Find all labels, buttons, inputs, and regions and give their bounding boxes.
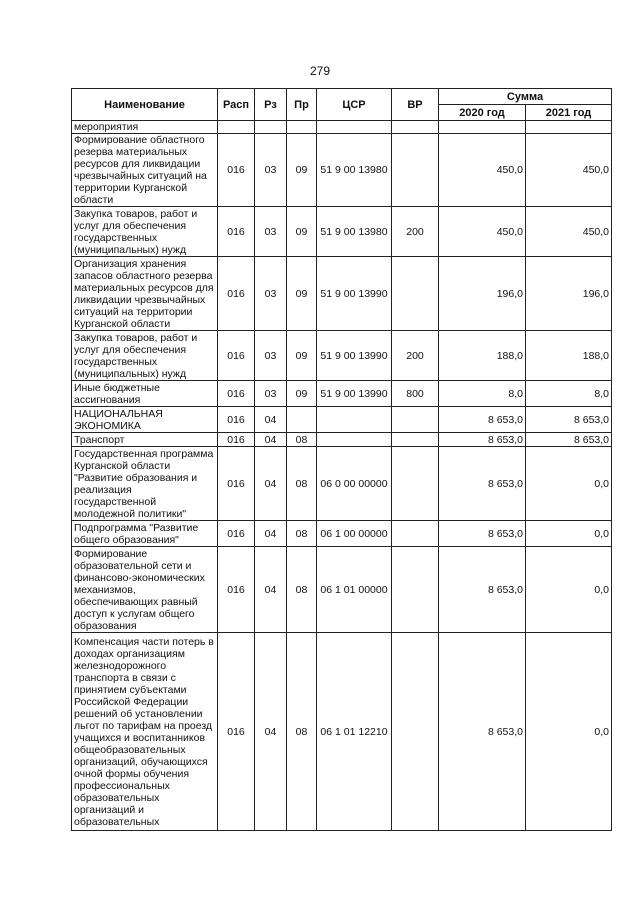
row-rasp: 016 <box>218 633 255 831</box>
continuation-label: мероприятия <box>72 121 218 134</box>
row-amount-2020: 8 653,0 <box>439 633 526 831</box>
row-name: Закупка товаров, работ и услуг для обеспечения государственных (муниципальных) нужд <box>72 207 218 257</box>
row-name: Подпрограмма "Развитие общего образования" <box>72 521 218 547</box>
row-amount-2021: 450,0 <box>526 134 612 207</box>
budget-table <box>71 88 612 831</box>
row-amount-2021: 8 653,0 <box>526 407 612 433</box>
row-rasp: 016 <box>218 331 255 381</box>
row-name: НАЦИОНАЛЬНАЯ ЭКОНОМИКА <box>72 407 218 433</box>
row-name: Транспорт <box>72 433 218 447</box>
row-amount-2020: 8 653,0 <box>439 547 526 633</box>
row-pr: 09 <box>287 381 317 407</box>
row-amount-2021: 0,0 <box>526 447 612 521</box>
row-amount-2020: 188,0 <box>439 331 526 381</box>
row-vr <box>392 433 439 447</box>
row-rasp: 016 <box>218 547 255 633</box>
row-vr: 200 <box>392 207 439 257</box>
row-name: Компенсация части потерь в доходах организациям железнодорожного транспорта в связи с принятием субъектами Российской Федерации решений об установлении льгот по тарифам на проезд учащихся и воспитанников общеобразовательных организаций, обучающихся очной формы обучения профессиональных образовательных организаций и образовательных <box>72 633 218 831</box>
row-rz: 04 <box>255 447 287 521</box>
header-name: Наименование <box>72 89 218 121</box>
row-csr: 51 9 00 13990 <box>317 257 392 331</box>
header-vr: ВР <box>392 89 439 121</box>
table-row <box>72 257 612 331</box>
header-2021: 2021 год <box>526 105 612 121</box>
row-amount-2021: 196,0 <box>526 257 612 331</box>
row-vr <box>392 633 439 831</box>
row-amount-2020: 8,0 <box>439 381 526 407</box>
header-sum: Сумма <box>439 89 612 105</box>
row-rz: 04 <box>255 407 287 433</box>
row-csr: 06 1 01 12210 <box>317 633 392 831</box>
row-amount-2020: 8 653,0 <box>439 447 526 521</box>
row-rz: 04 <box>255 547 287 633</box>
row-rasp: 016 <box>218 433 255 447</box>
header-rz: Рз <box>255 89 287 121</box>
table-row <box>72 521 612 547</box>
row-amount-2021: 450,0 <box>526 207 612 257</box>
row-amount-2021: 188,0 <box>526 331 612 381</box>
continuation-row <box>72 121 612 134</box>
page-number: 279 <box>309 64 331 78</box>
table-row <box>72 134 612 207</box>
row-vr <box>392 407 439 433</box>
row-vr: 800 <box>392 381 439 407</box>
table-row <box>72 207 612 257</box>
table-row <box>72 381 612 407</box>
row-name: Организация хранения запасов областного резерва материальных ресурсов для ликвидации чрезвычайных ситуаций на территории Курганской области <box>72 257 218 331</box>
row-csr <box>317 407 392 433</box>
row-pr: 09 <box>287 207 317 257</box>
row-rz: 04 <box>255 521 287 547</box>
row-csr: 06 0 00 00000 <box>317 447 392 521</box>
row-pr: 09 <box>287 331 317 381</box>
row-rz: 03 <box>255 331 287 381</box>
row-amount-2020: 8 653,0 <box>439 407 526 433</box>
row-csr <box>317 433 392 447</box>
header-2020: 2020 год <box>439 105 526 121</box>
row-amount-2020: 8 653,0 <box>439 433 526 447</box>
table-row <box>72 407 612 433</box>
row-name: Государственная программа Курганской области "Развитие образования и реализация государственной молодежной политики" <box>72 447 218 521</box>
row-amount-2020: 450,0 <box>439 207 526 257</box>
row-amount-2020: 450,0 <box>439 134 526 207</box>
row-pr: 08 <box>287 547 317 633</box>
table-row <box>72 433 612 447</box>
row-pr <box>287 407 317 433</box>
header-rasp: Расп <box>218 89 255 121</box>
row-rz: 03 <box>255 134 287 207</box>
row-amount-2021: 8,0 <box>526 381 612 407</box>
row-rz: 03 <box>255 381 287 407</box>
row-rasp: 016 <box>218 257 255 331</box>
row-rz: 03 <box>255 207 287 257</box>
row-rasp: 016 <box>218 207 255 257</box>
row-vr <box>392 257 439 331</box>
row-amount-2021: 0,0 <box>526 633 612 831</box>
row-amount-2020: 196,0 <box>439 257 526 331</box>
row-csr: 51 9 00 13980 <box>317 207 392 257</box>
row-vr: 200 <box>392 331 439 381</box>
row-name: Иные бюджетные ассигнования <box>72 381 218 407</box>
row-pr: 09 <box>287 257 317 331</box>
row-rasp: 016 <box>218 407 255 433</box>
row-vr <box>392 521 439 547</box>
row-amount-2021: 8 653,0 <box>526 433 612 447</box>
row-rasp: 016 <box>218 134 255 207</box>
row-csr: 06 1 00 00000 <box>317 521 392 547</box>
row-rasp: 016 <box>218 521 255 547</box>
row-name: Закупка товаров, работ и услуг для обеспечения государственных (муниципальных) нужд <box>72 331 218 381</box>
row-csr: 51 9 00 13990 <box>317 381 392 407</box>
row-pr: 09 <box>287 134 317 207</box>
row-rasp: 016 <box>218 381 255 407</box>
row-amount-2021: 0,0 <box>526 547 612 633</box>
row-vr <box>392 547 439 633</box>
row-pr: 08 <box>287 433 317 447</box>
row-amount-2021: 0,0 <box>526 521 612 547</box>
header-pr: Пр <box>287 89 317 121</box>
table-row <box>72 633 612 831</box>
table-row <box>72 331 612 381</box>
row-vr <box>392 134 439 207</box>
row-csr: 06 1 01 00000 <box>317 547 392 633</box>
row-pr: 08 <box>287 521 317 547</box>
row-name: Формирование образовательной сети и финансово-экономических механизмов, обеспечивающих равный доступ к услугам общего образования <box>72 547 218 633</box>
row-rz: 04 <box>255 433 287 447</box>
row-csr: 51 9 00 13990 <box>317 331 392 381</box>
row-name: Формирование областного резерва материальных ресурсов для ликвидации чрезвычайных ситуаций на территории Курганской области <box>72 134 218 207</box>
row-csr: 51 9 00 13980 <box>317 134 392 207</box>
header-csr: ЦСР <box>317 89 392 121</box>
row-rz: 03 <box>255 257 287 331</box>
row-pr: 08 <box>287 633 317 831</box>
row-rasp: 016 <box>218 447 255 521</box>
table-row <box>72 447 612 521</box>
table-row <box>72 547 612 633</box>
row-rz: 04 <box>255 633 287 831</box>
row-amount-2020: 8 653,0 <box>439 521 526 547</box>
row-vr <box>392 447 439 521</box>
row-pr: 08 <box>287 447 317 521</box>
